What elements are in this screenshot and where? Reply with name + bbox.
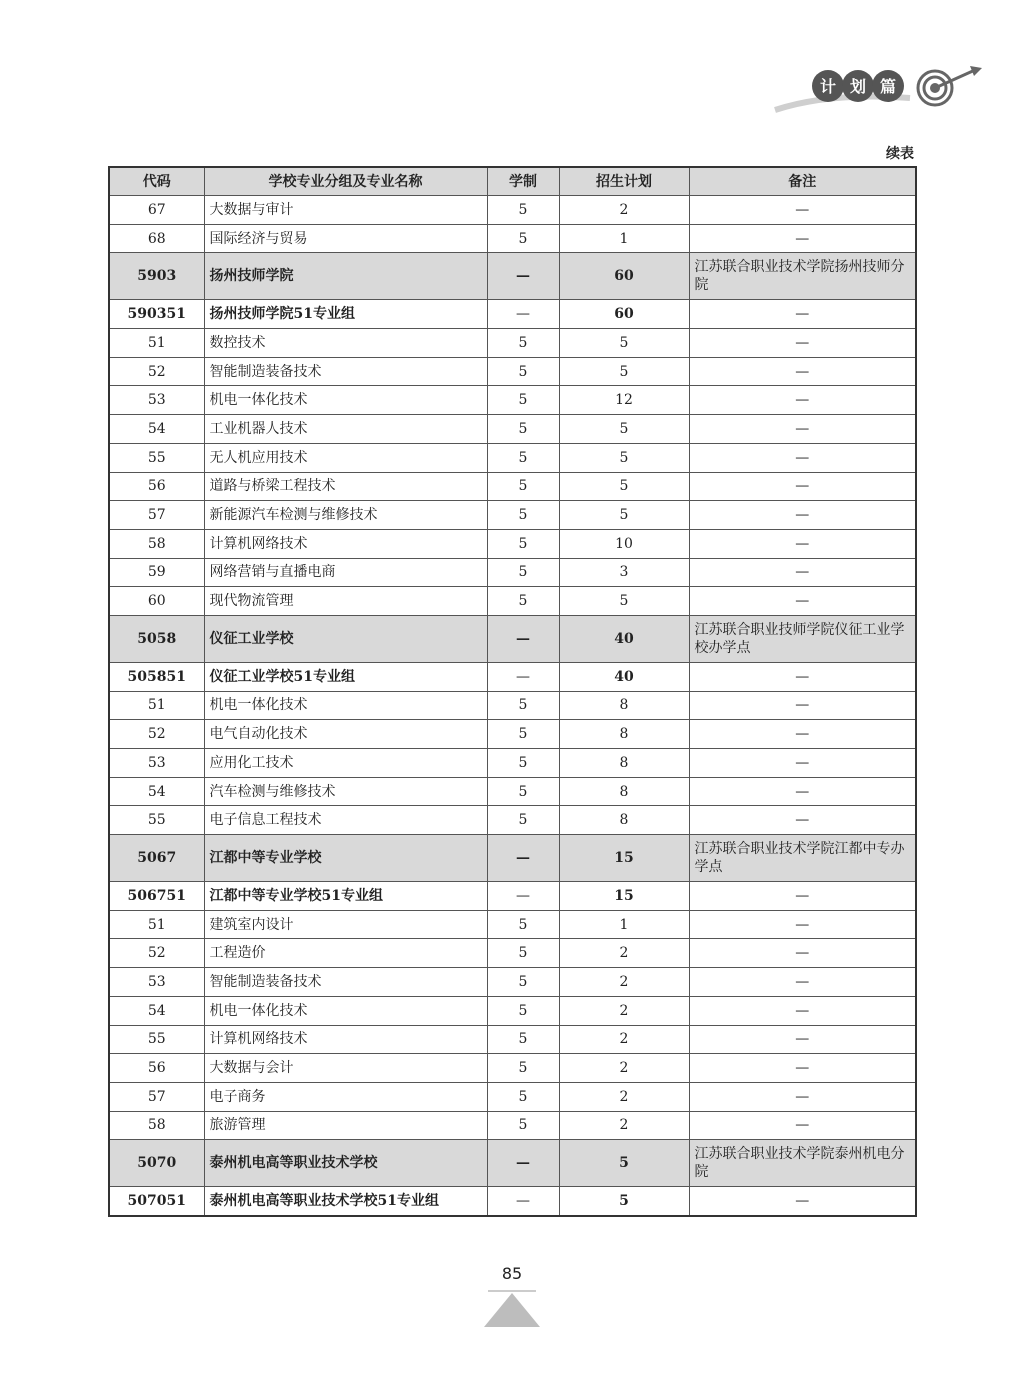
cell-note: — — [689, 443, 916, 472]
cell-code: 52 — [109, 357, 204, 386]
cell-duration: 5 — [487, 329, 559, 358]
cell-note: — — [689, 529, 916, 558]
col-header-duration: 学制 — [487, 167, 559, 196]
table-row — [109, 777, 916, 806]
cell-duration: — — [487, 662, 559, 691]
cell-note: — — [689, 1025, 916, 1054]
cell-note: 江苏联合职业技术学院江都中专办学点 — [689, 835, 916, 882]
cell-code: 505851 — [109, 662, 204, 691]
table-row — [109, 749, 916, 778]
cell-code: 5070 — [109, 1140, 204, 1187]
cell-plan: 8 — [559, 806, 689, 835]
cell-plan: 5 — [559, 472, 689, 501]
cell-duration: 5 — [487, 415, 559, 444]
table-row — [109, 939, 916, 968]
group-row — [109, 1187, 916, 1216]
table-row — [109, 720, 916, 749]
cell-code: 59 — [109, 558, 204, 587]
cell-note: 江苏联合职业技术学院泰州机电分院 — [689, 1140, 916, 1187]
cell-plan: 5 — [559, 501, 689, 530]
cell-name: 国际经济与贸易 — [204, 224, 487, 253]
cell-note: — — [689, 806, 916, 835]
cell-duration: 5 — [487, 1082, 559, 1111]
cell-duration: 5 — [487, 996, 559, 1025]
cell-note: — — [689, 882, 916, 911]
cell-duration: 5 — [487, 357, 559, 386]
cell-duration: 5 — [487, 1111, 559, 1140]
cell-name: 计算机网络技术 — [204, 1025, 487, 1054]
cell-name: 智能制造装备技术 — [204, 968, 487, 997]
school-row — [109, 615, 916, 662]
table-body — [109, 196, 916, 1216]
cell-name: 仪征工业学校51专业组 — [204, 662, 487, 691]
table-row — [109, 529, 916, 558]
cell-name: 计算机网络技术 — [204, 529, 487, 558]
cell-plan: 8 — [559, 749, 689, 778]
cell-duration: — — [487, 1187, 559, 1216]
cell-note: — — [689, 691, 916, 720]
cell-code: 57 — [109, 501, 204, 530]
cell-plan: 5 — [559, 587, 689, 616]
cell-duration: 5 — [487, 529, 559, 558]
cell-duration: 5 — [487, 386, 559, 415]
cell-name: 道路与桥梁工程技术 — [204, 472, 487, 501]
cell-note: — — [689, 1054, 916, 1083]
school-row — [109, 253, 916, 300]
cell-duration: 5 — [487, 558, 559, 587]
table-row — [109, 1111, 916, 1140]
table-row — [109, 587, 916, 616]
cell-duration: 5 — [487, 939, 559, 968]
cell-code: 55 — [109, 1025, 204, 1054]
cell-plan: 8 — [559, 720, 689, 749]
table-header-row — [109, 167, 916, 196]
cell-note: — — [689, 501, 916, 530]
cell-note: 江苏联合职业技师学院仪征工业学校办学点 — [689, 615, 916, 662]
cell-code: 51 — [109, 910, 204, 939]
cell-code: 56 — [109, 1054, 204, 1083]
cell-name: 泰州机电高等职业技术学校51专业组 — [204, 1187, 487, 1216]
table-row — [109, 329, 916, 358]
cell-name: 汽车检测与维修技术 — [204, 777, 487, 806]
cell-name: 机电一体化技术 — [204, 996, 487, 1025]
cell-name: 旅游管理 — [204, 1111, 487, 1140]
cell-plan: 8 — [559, 691, 689, 720]
cell-plan: 8 — [559, 777, 689, 806]
cell-plan: 2 — [559, 939, 689, 968]
page-number: 85 — [501, 1264, 523, 1283]
cell-name: 电子信息工程技术 — [204, 806, 487, 835]
cell-plan: 3 — [559, 558, 689, 587]
cell-duration: — — [487, 835, 559, 882]
table-row — [109, 691, 916, 720]
cell-name: 智能制造装备技术 — [204, 357, 487, 386]
cell-code: 58 — [109, 1111, 204, 1140]
col-header-name: 学校专业分组及专业名称 — [204, 167, 487, 196]
cell-name: 电子商务 — [204, 1082, 487, 1111]
cell-plan: 2 — [559, 1082, 689, 1111]
cell-duration: — — [487, 615, 559, 662]
group-row — [109, 300, 916, 329]
cell-plan: 40 — [559, 615, 689, 662]
cell-plan: 15 — [559, 882, 689, 911]
cell-note: — — [689, 1187, 916, 1216]
cell-code: 55 — [109, 806, 204, 835]
cell-code: 5058 — [109, 615, 204, 662]
col-header-note: 备注 — [689, 167, 916, 196]
cell-note: — — [689, 357, 916, 386]
cell-plan: 5 — [559, 357, 689, 386]
cell-plan: 1 — [559, 910, 689, 939]
cell-name: 机电一体化技术 — [204, 691, 487, 720]
badge-char: 计 — [819, 77, 837, 96]
cell-duration: 5 — [487, 777, 559, 806]
table-row — [109, 910, 916, 939]
cell-plan: 5 — [559, 1187, 689, 1216]
cell-duration: 5 — [487, 968, 559, 997]
target-icon — [918, 66, 982, 105]
table-row — [109, 472, 916, 501]
table-row — [109, 196, 916, 225]
cell-plan: 15 — [559, 835, 689, 882]
cell-code: 5067 — [109, 835, 204, 882]
cell-note: — — [689, 749, 916, 778]
cell-note: — — [689, 558, 916, 587]
cell-duration: — — [487, 1140, 559, 1187]
cell-note: — — [689, 939, 916, 968]
cell-note: — — [689, 300, 916, 329]
cell-code: 53 — [109, 968, 204, 997]
cell-duration: — — [487, 253, 559, 300]
table-row — [109, 996, 916, 1025]
table-row — [109, 1082, 916, 1111]
col-header-plan: 招生计划 — [559, 167, 689, 196]
cell-plan: 1 — [559, 224, 689, 253]
cell-plan: 60 — [559, 300, 689, 329]
cell-name: 大数据与审计 — [204, 196, 487, 225]
cell-plan: 40 — [559, 662, 689, 691]
cell-plan: 5 — [559, 329, 689, 358]
cell-code: 67 — [109, 196, 204, 225]
cell-note: — — [689, 329, 916, 358]
cell-duration: 5 — [487, 691, 559, 720]
cell-note: 江苏联合职业技术学院扬州技师分院 — [689, 253, 916, 300]
cell-name: 扬州技师学院 — [204, 253, 487, 300]
cell-code: 51 — [109, 329, 204, 358]
table-row — [109, 558, 916, 587]
cell-note: — — [689, 224, 916, 253]
cell-duration: 5 — [487, 472, 559, 501]
cell-code: 54 — [109, 777, 204, 806]
cell-code: 5903 — [109, 253, 204, 300]
cell-plan: 5 — [559, 443, 689, 472]
cell-duration: 5 — [487, 910, 559, 939]
cell-code: 56 — [109, 472, 204, 501]
cell-note: — — [689, 1111, 916, 1140]
cell-code: 53 — [109, 749, 204, 778]
cell-plan: 10 — [559, 529, 689, 558]
badge-char: 划 — [849, 77, 867, 96]
cell-code: 55 — [109, 443, 204, 472]
cell-code: 57 — [109, 1082, 204, 1111]
cell-plan: 2 — [559, 968, 689, 997]
cell-name: 无人机应用技术 — [204, 443, 487, 472]
table-row — [109, 968, 916, 997]
badge-char: 篇 — [879, 77, 897, 96]
table-row — [109, 806, 916, 835]
cell-name: 工业机器人技术 — [204, 415, 487, 444]
page-triangle-icon — [482, 1289, 542, 1329]
cell-duration: 5 — [487, 224, 559, 253]
cell-name: 应用化工技术 — [204, 749, 487, 778]
section-badge — [770, 62, 990, 122]
cell-duration: 5 — [487, 587, 559, 616]
cell-duration: 5 — [487, 443, 559, 472]
enrollment-plan-table — [108, 166, 917, 1217]
cell-duration: — — [487, 300, 559, 329]
cell-note: — — [689, 196, 916, 225]
cell-code: 58 — [109, 529, 204, 558]
cell-code: 68 — [109, 224, 204, 253]
cell-plan: 12 — [559, 386, 689, 415]
cell-note: — — [689, 472, 916, 501]
cell-plan: 2 — [559, 1111, 689, 1140]
table-row — [109, 415, 916, 444]
cell-name: 泰州机电高等职业技术学校 — [204, 1140, 487, 1187]
cell-plan: 5 — [559, 415, 689, 444]
cell-duration: — — [487, 882, 559, 911]
group-row — [109, 882, 916, 911]
cell-note: — — [689, 910, 916, 939]
cell-name: 建筑室内设计 — [204, 910, 487, 939]
cell-note: — — [689, 587, 916, 616]
cell-code: 60 — [109, 587, 204, 616]
group-row — [109, 662, 916, 691]
cell-name: 仪征工业学校 — [204, 615, 487, 662]
cell-note: — — [689, 777, 916, 806]
table-row — [109, 357, 916, 386]
cell-name: 现代物流管理 — [204, 587, 487, 616]
table-row — [109, 224, 916, 253]
cell-code: 590351 — [109, 300, 204, 329]
cell-note: — — [689, 386, 916, 415]
cell-duration: 5 — [487, 196, 559, 225]
cell-name: 江都中等专业学校 — [204, 835, 487, 882]
cell-duration: 5 — [487, 1054, 559, 1083]
cell-code: 52 — [109, 939, 204, 968]
cell-note: — — [689, 1082, 916, 1111]
table-row — [109, 1054, 916, 1083]
cell-code: 54 — [109, 996, 204, 1025]
cell-name: 机电一体化技术 — [204, 386, 487, 415]
school-row — [109, 835, 916, 882]
cell-code: 53 — [109, 386, 204, 415]
cell-name: 数控技术 — [204, 329, 487, 358]
cell-name: 新能源汽车检测与维修技术 — [204, 501, 487, 530]
cell-code: 51 — [109, 691, 204, 720]
cell-plan: 60 — [559, 253, 689, 300]
cell-note: — — [689, 720, 916, 749]
table-row — [109, 443, 916, 472]
cell-duration: 5 — [487, 1025, 559, 1054]
cell-code: 52 — [109, 720, 204, 749]
cell-code: 506751 — [109, 882, 204, 911]
cell-duration: 5 — [487, 806, 559, 835]
cell-note: — — [689, 662, 916, 691]
cell-note: — — [689, 968, 916, 997]
cell-code: 507051 — [109, 1187, 204, 1216]
cell-name: 电气自动化技术 — [204, 720, 487, 749]
col-header-code: 代码 — [109, 167, 204, 196]
cell-plan: 2 — [559, 1025, 689, 1054]
cell-code: 54 — [109, 415, 204, 444]
cell-note: — — [689, 996, 916, 1025]
cell-plan: 5 — [559, 1140, 689, 1187]
cell-duration: 5 — [487, 749, 559, 778]
table-row — [109, 386, 916, 415]
cell-name: 江都中等专业学校51专业组 — [204, 882, 487, 911]
cell-duration: 5 — [487, 501, 559, 530]
cell-name: 工程造价 — [204, 939, 487, 968]
cell-plan: 2 — [559, 996, 689, 1025]
cell-name: 网络营销与直播电商 — [204, 558, 487, 587]
cell-plan: 2 — [559, 1054, 689, 1083]
continued-label: 续表 — [886, 146, 914, 162]
cell-plan: 2 — [559, 196, 689, 225]
table-row — [109, 1025, 916, 1054]
school-row — [109, 1140, 916, 1187]
cell-duration: 5 — [487, 720, 559, 749]
cell-note: — — [689, 415, 916, 444]
cell-name: 大数据与会计 — [204, 1054, 487, 1083]
table-row — [109, 501, 916, 530]
cell-name: 扬州技师学院51专业组 — [204, 300, 487, 329]
